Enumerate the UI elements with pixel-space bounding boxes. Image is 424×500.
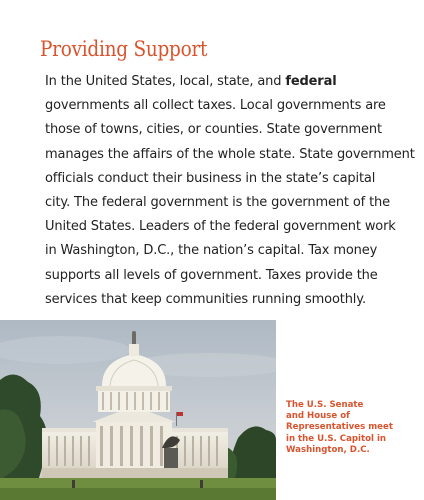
paragraph-line: city. The federal government is the government of the bbox=[45, 195, 390, 211]
paragraph-line: those of towns, cities, or counties. State government bbox=[45, 122, 382, 138]
paragraph-line: supports all levels of government. Taxes provide the bbox=[45, 267, 378, 283]
caption-line: Representatives meet bbox=[286, 422, 393, 433]
paragraph-line: services that keep communities running smoothly. bbox=[45, 291, 366, 307]
paragraph-line: governments all collect taxes. Local governments are bbox=[45, 98, 386, 114]
glossary-term-federal: federal bbox=[285, 74, 337, 89]
paragraph-line: In the United States, local, state, and federal bbox=[45, 74, 337, 89]
caption-line: Washington, D.C. bbox=[286, 444, 370, 455]
photo-caption bbox=[286, 400, 422, 456]
caption-line: and House of bbox=[286, 411, 350, 422]
paragraph-line: in Washington, D.C., the nation’s capital. Tax money bbox=[45, 243, 378, 259]
capitol-photo bbox=[0, 320, 276, 500]
paragraph-line: United States. Leaders of the federal government work bbox=[45, 219, 396, 235]
paragraph-line: manages the affairs of the whole state. State government bbox=[45, 146, 415, 162]
section-heading: Providing Support bbox=[40, 37, 208, 61]
body-paragraph bbox=[45, 70, 417, 312]
paragraph-line: officials conduct their business in the state’s capital bbox=[45, 170, 376, 186]
caption-line: The U.S. Senate bbox=[286, 400, 364, 410]
caption-line: in the U.S. Capitol in bbox=[286, 433, 387, 444]
